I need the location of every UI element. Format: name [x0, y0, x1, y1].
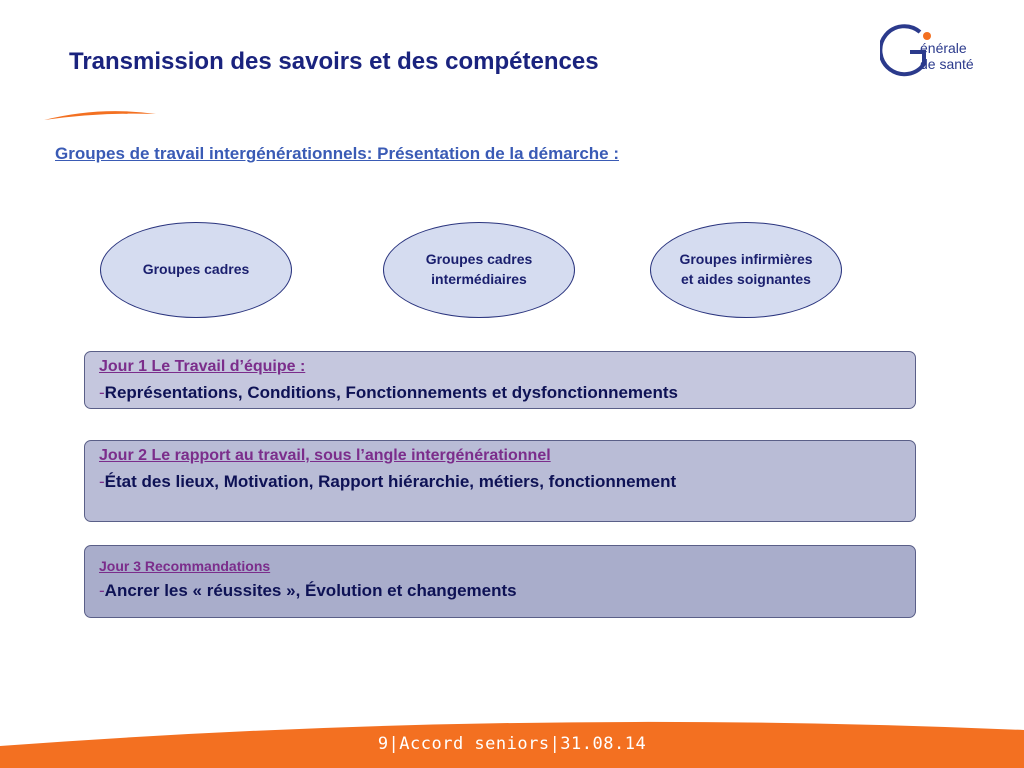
- bullet-dash: -: [99, 472, 105, 491]
- day-detail-text: Représentations, Conditions, Fonctionnements et dysfonctionnements: [104, 383, 678, 402]
- bullet-dash: -: [99, 581, 105, 600]
- page-title: Transmission des savoirs et des compétences: [69, 48, 599, 75]
- day-detail: [99, 472, 901, 492]
- group-label: Groupes cadres: [142, 261, 250, 278]
- bullet-dash: -: [99, 383, 105, 402]
- day-title: Jour 3 Recommandations: [99, 558, 271, 574]
- logo-text-line1: énérale: [920, 40, 967, 56]
- group-ellipse-cadres: [100, 222, 292, 318]
- group-label: Groupes infirmières et aides soignantes: [679, 251, 813, 287]
- day-box-1: [84, 351, 916, 409]
- group-ellipse-cadres-intermediaires: [383, 222, 575, 318]
- day-detail: [99, 581, 901, 601]
- generale-de-sante-logo: [880, 22, 1010, 82]
- group-label: Groupes cadres intermédiaires: [425, 251, 533, 287]
- logo-text-line2: de santé: [920, 56, 974, 72]
- day-box-3: [84, 545, 916, 618]
- section-subtitle: Groupes de travail intergénérationnels: Présentation de la démarche :: [55, 144, 619, 163]
- day-detail-text: État des lieux, Motivation, Rapport hiérarchie, métiers, fonctionnement: [104, 472, 677, 491]
- day-detail-text: Ancrer les « réussites », Évolution et changements: [104, 581, 517, 600]
- day-title: Jour 1 Le Travail d’équipe :: [99, 358, 306, 375]
- day-detail: [99, 383, 901, 403]
- footer-text: 9|Accord seniors|31.08.14: [377, 734, 647, 754]
- day-box-2: [84, 440, 916, 522]
- group-ellipse-infirmieres: [650, 222, 842, 318]
- orange-swoosh-decoration: [40, 108, 160, 124]
- day-title: Jour 2 Le rapport au travail, sous l’angle intergénérationnel: [99, 447, 551, 464]
